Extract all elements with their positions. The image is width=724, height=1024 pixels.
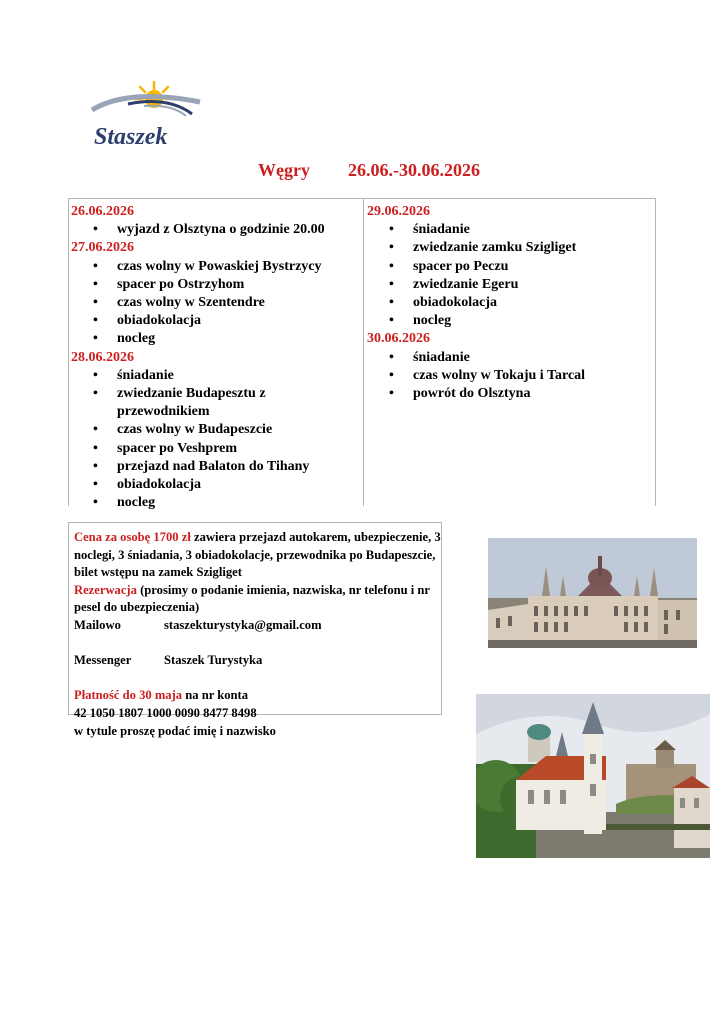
- schedule-right-column: [367, 203, 653, 403]
- list-item: • śniadanie: [367, 221, 653, 239]
- list-item: • nocleg: [367, 312, 653, 330]
- basilica-church-photo: [476, 694, 710, 858]
- title-dates: 26.06.-30.06.2026: [348, 160, 480, 180]
- list-item: • spacer po Ostrzyhom: [71, 276, 361, 294]
- day-items: [367, 349, 653, 404]
- logo-text: Staszek: [94, 124, 168, 150]
- price-details: zawiera przejazd autokarem, ubezpieczenie, 3 noclegi, 3 śniadania, 3 obiadokolacje, przewodnika po Budapeszcie, bilet wstępu na zamek Szigliget: [74, 530, 441, 580]
- list-item: • czas wolny w Szentendre: [71, 294, 361, 312]
- list-item: • powrót do Olsztyna: [367, 385, 653, 403]
- column-divider: [363, 199, 364, 506]
- day-date: 29.06.2026: [367, 204, 430, 219]
- list-item: • czas wolny w Powaskiej Bystrzycy: [71, 258, 361, 276]
- reservation-details: (prosimy o podanie imienia, nazwiska, nr telefonu i nr pesel do ubezpieczenia): [74, 582, 430, 615]
- payment-line: [74, 687, 441, 705]
- list-item: • nocleg: [71, 494, 361, 512]
- day-date: 30.06.2026: [367, 331, 430, 347]
- day-items: [71, 258, 361, 349]
- email-address[interactable]: staszekturystyka@gmail.com: [164, 617, 322, 632]
- list-item: • obiadokolacja: [367, 294, 653, 312]
- list-item: • wyjazd z Olsztyna o godzinie 20.00: [71, 221, 361, 239]
- parliament-photo: [488, 538, 697, 648]
- reservation-paragraph: [74, 582, 441, 617]
- list-item: • zwiedzanie Egeru: [367, 276, 653, 294]
- day-date: 27.06.2026: [71, 240, 134, 256]
- spacer: [74, 670, 441, 688]
- list-item: • czas wolny w Budapeszcie: [71, 421, 361, 439]
- reservation-label: Rezerwacja: [74, 582, 137, 597]
- list-item: • śniadanie: [71, 367, 361, 385]
- price-paragraph: [74, 529, 441, 582]
- messenger-name: Staszek Turystyka: [164, 653, 263, 668]
- payment-details: na nr konta: [185, 688, 249, 703]
- list-item: • czas wolny w Tokaju i Tarcal: [367, 367, 653, 385]
- payment-deadline: Płatność do 30 maja: [74, 688, 183, 703]
- day-items: [367, 221, 653, 330]
- list-item: • obiadokolacja: [71, 476, 361, 494]
- day-date: 26.06.2026: [71, 204, 134, 219]
- messenger-line: [74, 652, 441, 670]
- list-item: • nocleg: [71, 330, 361, 348]
- list-item: • przejazd nad Balaton do Tihany: [71, 458, 361, 476]
- day-items: [71, 367, 361, 513]
- messenger-label: Messenger: [74, 653, 132, 668]
- list-item: • spacer po Peczu: [367, 258, 653, 276]
- price-lead: Cena za osobę 1700 zł: [74, 530, 191, 544]
- schedule-table: [68, 198, 656, 511]
- schedule-left-column: [71, 203, 361, 512]
- list-item: • spacer po Veshprem: [71, 440, 361, 458]
- title-country: Węgry: [258, 160, 310, 180]
- sun-road-logo-icon: [88, 78, 206, 156]
- company-logo: [88, 78, 206, 156]
- list-item: • obiadokolacja: [71, 312, 361, 330]
- list-item: • zwiedzanie Budapesztu z przewodnikiem: [71, 385, 361, 421]
- list-item: • śniadanie: [367, 349, 653, 367]
- pricing-info-box: [68, 522, 442, 738]
- list-item: • zwiedzanie zamku Szigliget: [367, 239, 653, 257]
- spacer: [74, 635, 441, 653]
- day-items: [71, 221, 361, 239]
- bank-account-number: 42 1050 1807 1000 0090 8477 8498: [74, 705, 257, 720]
- day-date: 28.06.2026: [71, 349, 134, 365]
- transfer-note: w tytule proszę podać imię i nazwisko: [74, 723, 276, 738]
- email-label: Mailowo: [74, 617, 121, 632]
- email-line: [74, 617, 441, 635]
- page-title: [0, 160, 724, 184]
